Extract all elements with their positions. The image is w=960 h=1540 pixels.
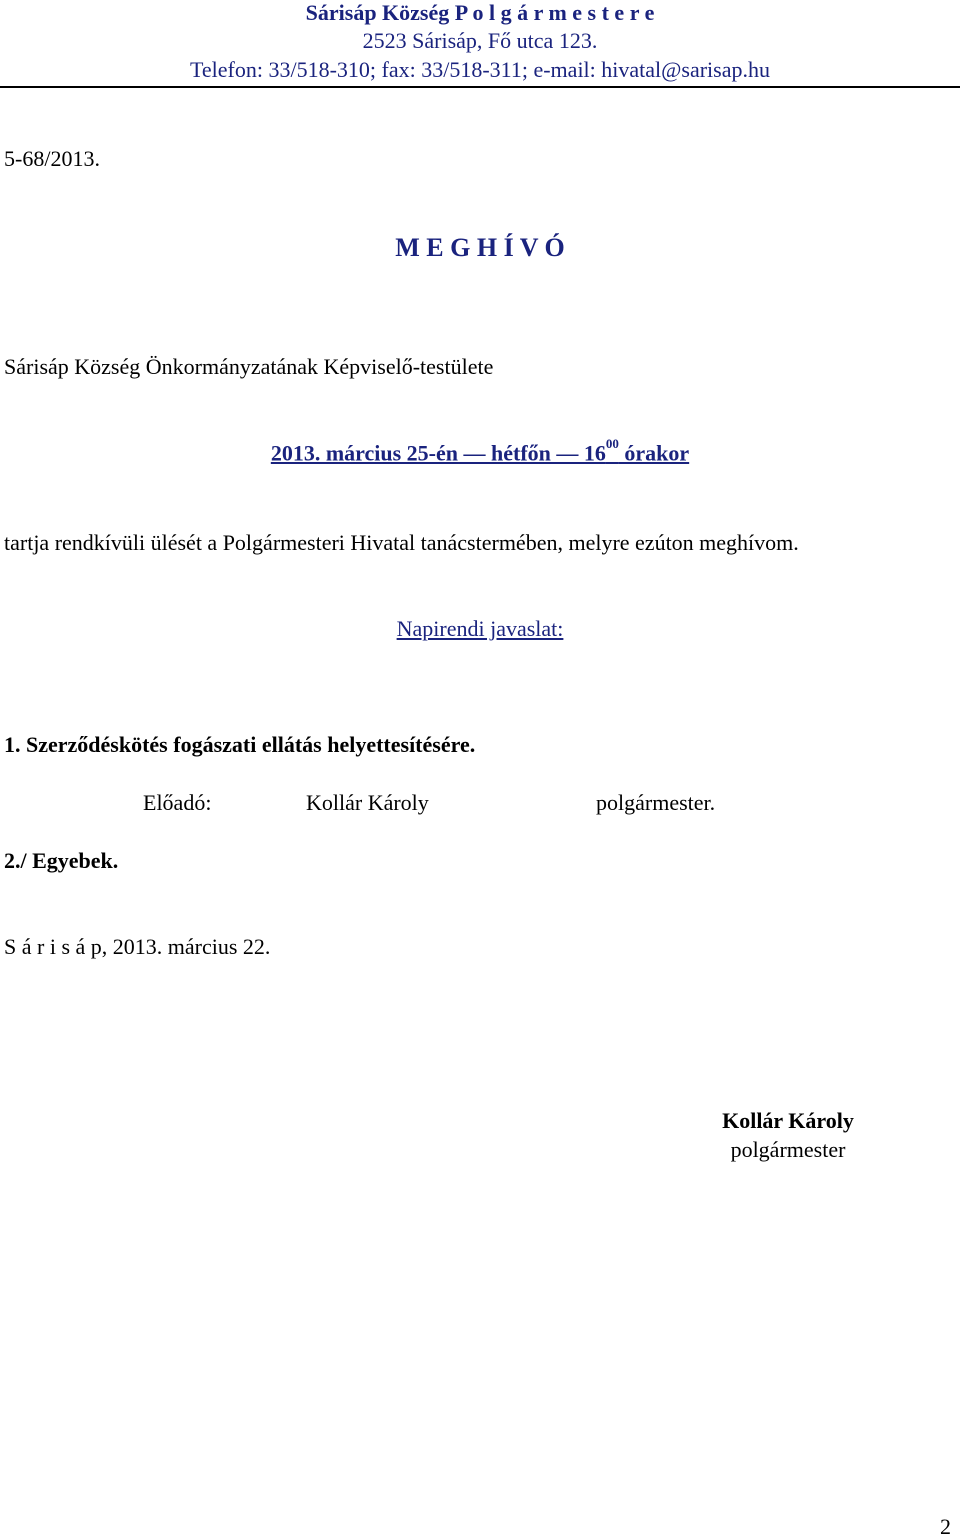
page-number: 2 <box>940 1514 951 1539</box>
addressee: Sárisáp Község Önkormányzatának Képviselő-testülete <box>4 354 494 379</box>
meeting-date-suffix: órakor <box>618 440 690 466</box>
presenter-title: polgármester. <box>596 790 716 815</box>
reference-number: 5-68/2013. <box>4 146 100 171</box>
signature-name: Kollár Károly <box>722 1108 854 1133</box>
presenter-name: Kollár Károly <box>306 790 429 815</box>
place-date: S á r i s á p, 2013. március 22. <box>4 934 271 959</box>
letterhead-divider <box>0 86 960 88</box>
meeting-date <box>0 436 960 466</box>
signature-title: polgármester <box>730 1137 846 1162</box>
meeting-date-main: 2013. március 25-én — hétfőn — 16 <box>270 440 606 466</box>
signature-block <box>660 1108 916 1163</box>
letterhead-office: Sárisáp Község P o l g á r m e s t e r e <box>305 0 655 25</box>
agenda-heading: Napirendi javaslat: <box>396 616 564 641</box>
invitation-body: tartja rendkívüli ülését a Polgármesteri Hivatal tanácstermében, melyre ezúton meghívom. <box>4 530 799 555</box>
agenda-item-2: 2./ Egyebek. <box>4 848 119 873</box>
letterhead-contact: Telefon: 33/518-310; fax: 33/518-311; e-mail: hivatal@sarisap.hu <box>190 57 770 82</box>
agenda-item-1: 1. Szerződéskötés fogászati ellátás helyettesítésére. <box>4 732 476 757</box>
letterhead-address: 2523 Sárisáp, Fő utca 123. <box>362 28 598 53</box>
document-title: M E G H Í V Ó <box>395 233 565 262</box>
meeting-hour-superscript: 00 <box>605 436 619 451</box>
presenter-label: Előadó: <box>143 790 212 815</box>
letterhead <box>0 0 960 84</box>
